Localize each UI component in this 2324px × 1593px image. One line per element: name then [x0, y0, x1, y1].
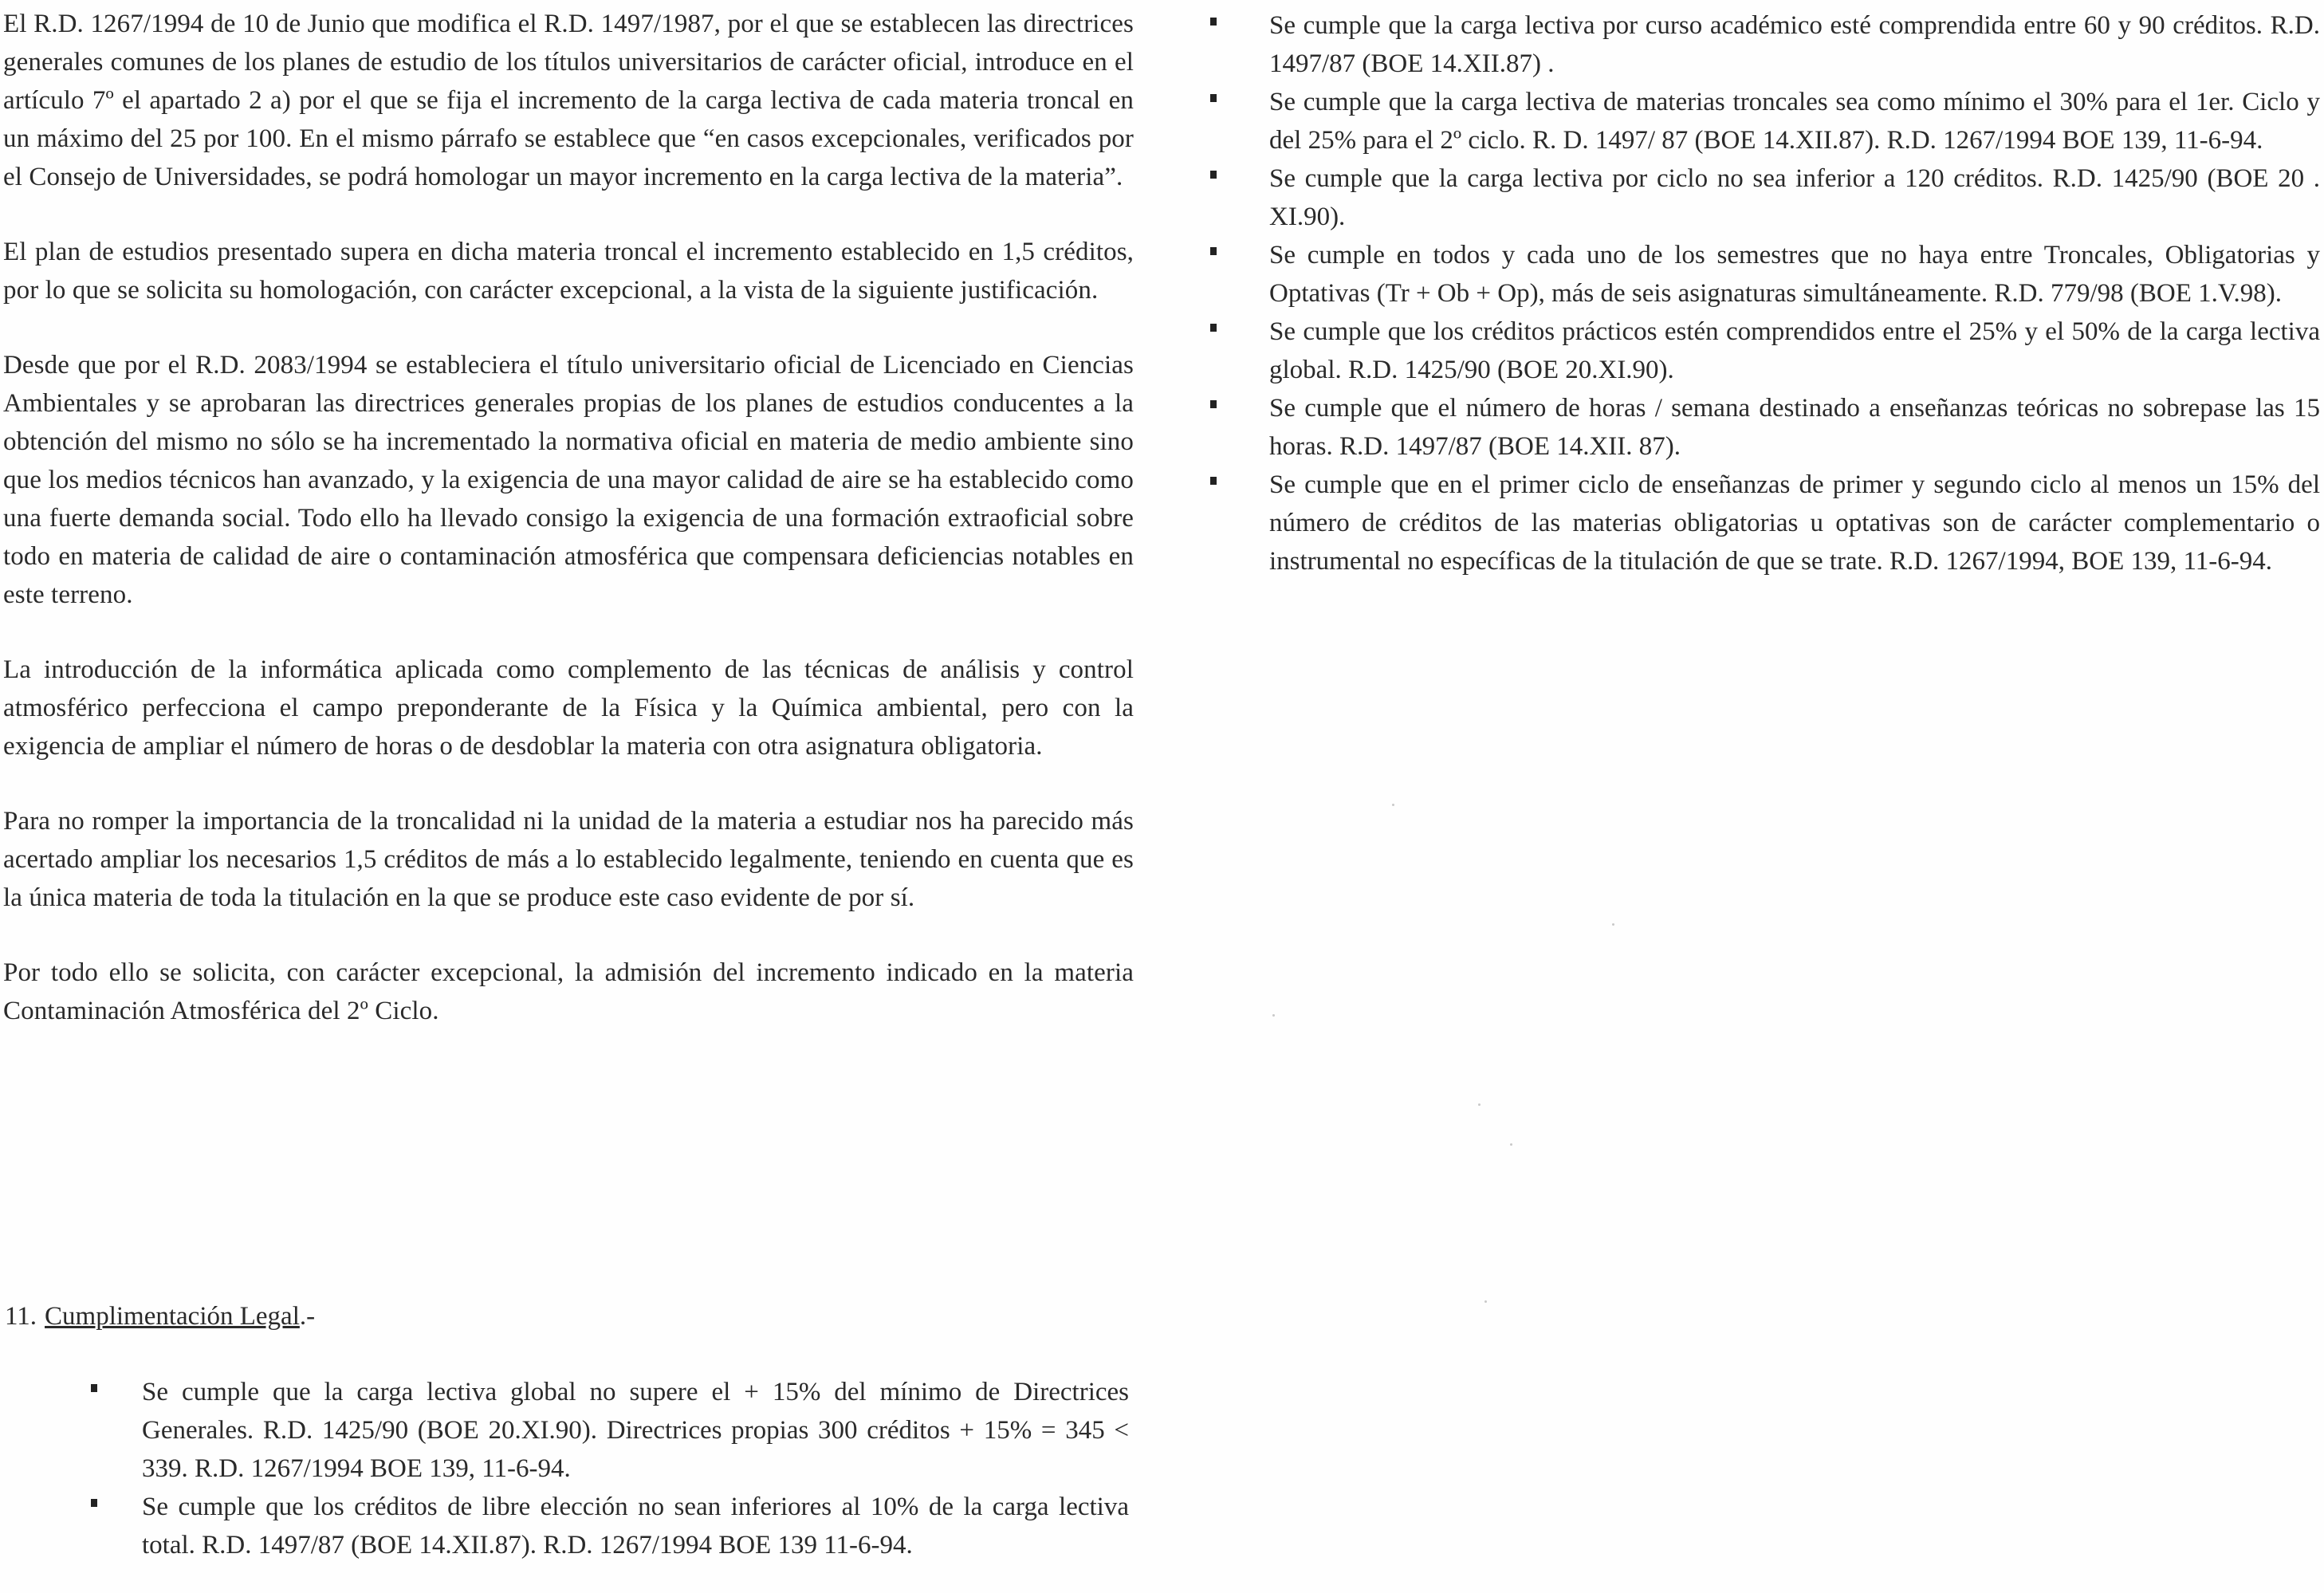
bullet-icon: [1210, 18, 1217, 26]
bullet-icon: [1210, 94, 1217, 102]
section-title: Cumplimentación Legal: [45, 1302, 300, 1331]
scan-speck: [1510, 1143, 1512, 1146]
section-heading-cumplimentacion: [5, 1297, 315, 1335]
list-item: [1269, 83, 2320, 159]
paragraph-rd-1267: El R.D. 1267/1994 de 10 de Junio que modifica el R.D. 1497/1987, por el que se establecen las directrices generales comunes de los planes de estudio de los títulos universitarios de carácter oficial, introduce en el artículo 7º el apartado 2 a) por el que se fija el incremento de la carga lectiva de cada materia troncal en un máximo del 25 por 100. En el mismo párrafo se establece que “en casos excepcionales, verificados por el Consejo de Universidades, se podrá homologar un mayor incremento en la carga lectiva de la materia”.: [3, 10, 1134, 191]
right-column: [1269, 6, 2320, 580]
paragraph-ciencias-ambientales: Desde que por el R.D. 2083/1994 se estableciera el título universitario oficial de Licenciado en Ciencias Ambientales y se aprobaran las directrices generales propias de los planes de estudios conducentes a la obtención del mismo no sólo se ha incrementado la normativa oficial en materia de medio ambiente sino que los medios técnicos han avanzado, y la exigencia de una mayor calidad de aire se ha establecido como una fuerte demanda social. Todo ello ha llevado consigo la exigencia de una formación extraoficial sobre todo en materia de calidad de aire o contaminación atmosférica que compensara deficiencias notables en este terreno.: [3, 351, 1134, 609]
paragraph-solicitud: Por todo ello se solicita, con carácter excepcional, la admisión del incremento indicado en la materia Contaminación Atmosférica del 2º Ciclo.: [3, 958, 1134, 1025]
list-item: [1269, 6, 2320, 83]
list-item-text: Se cumple que los créditos de libre elección no sean inferiores al 10% de la carga lectiva total. R.D. 1497/87 (BOE 14.XII.87). R.D. 1267/1994 BOE 139 11-6-94.: [142, 1493, 1129, 1560]
paragraph-informatica: La introducción de la informática aplicada como complemento de las técnicas de análisis y control atmosférico perfecciona el campo preponderante de la Física y la Química ambiental, pero con la exigencia de ampliar el número de horas o de desdoblar la materia con otra asignatura obligatoria.: [3, 655, 1134, 761]
list-item: [1269, 389, 2320, 466]
list-item: [1269, 313, 2320, 389]
bullet-icon: [1210, 477, 1217, 485]
left-bullet-list: [142, 1373, 1129, 1564]
paragraph-troncalidad: Para no romper la importancia de la troncalidad ni la unidad de la materia a estudiar nos ha parecido más acertado ampliar los necesarios 1,5 créditos de más a lo establecido legalmente, teniendo en cuenta que es la única materia de toda la titulación en la que se produce este caso evidente de por sí.: [3, 807, 1134, 912]
list-item-text: Se cumple que la carga lectiva por ciclo no sea inferior a 120 créditos. R.D. 1425/90 (BOE 20 . XI.90).: [1269, 164, 2320, 231]
bullet-icon: [91, 1384, 97, 1392]
left-column: [3, 5, 1134, 1030]
scan-speck: [1392, 804, 1394, 806]
right-bullet-list: [1269, 6, 2320, 580]
bullet-icon: [91, 1499, 97, 1507]
list-item: [142, 1488, 1129, 1564]
list-item: [1269, 236, 2320, 313]
list-item-text: Se cumple que la carga lectiva de materias troncales sea como mínimo el 30% para el 1er. Ciclo y del 25% para el 2º ciclo. R. D. 1497/ 87 (BOE 14.XII.87). R.D. 1267/1994 BOE 139, 11-6-94.: [1269, 88, 2320, 155]
bullet-icon: [1210, 324, 1217, 332]
list-item-text: Se cumple que la carga lectiva global no supere el + 15% del mínimo de Directrices Generales. R.D. 1425/90 (BOE 20.XI.90). Directrices propias 300 créditos + 15% = 345 < 339. R.D. 1267/1994 BOE 139, 11-6-94.: [142, 1378, 1129, 1483]
section-suffix: .-: [299, 1302, 316, 1331]
scan-speck: [1272, 1014, 1275, 1017]
section-number: 11.: [5, 1302, 37, 1331]
scan-speck: [1484, 1300, 1487, 1303]
bullet-icon: [1210, 247, 1217, 255]
list-item-text: Se cumple que en el primer ciclo de enseñanzas de primer y segundo ciclo al menos un 15% del número de créditos de las materias obligatorias u optativas son de carácter complementario o instrumental no específicas de la titulación de que se trate. R.D. 1267/1994, BOE 139, 11-6-94.: [1269, 470, 2320, 576]
scan-speck: [1478, 1103, 1481, 1106]
bullet-icon: [1210, 171, 1217, 179]
list-item-text: Se cumple que los créditos prácticos estén comprendidos entre el 25% y el 50% de la carga lectiva global. R.D. 1425/90 (BOE 20.XI.90).: [1269, 317, 2320, 384]
scan-speck: [1612, 923, 1614, 926]
list-item: [1269, 466, 2320, 580]
list-item-text: Se cumple que el número de horas / semana destinado a enseñanzas teóricas no sobrepase las 15 horas. R.D. 1497/87 (BOE 14.XII. 87).: [1269, 394, 2320, 461]
list-item-text: Se cumple que la carga lectiva por curso académico esté comprendida entre 60 y 90 créditos. R.D. 1497/87 (BOE 14.XII.87) .: [1269, 11, 2320, 78]
list-item-text: Se cumple en todos y cada uno de los semestres que no haya entre Troncales, Obligatorias y Optativas (Tr + Ob + Op), más de seis asignaturas simultáneamente. R.D. 779/98 (BOE 1.V.98).: [1269, 241, 2320, 308]
bullet-icon: [1210, 400, 1217, 408]
list-item: [1269, 159, 2320, 236]
paragraph-plan-estudios: El plan de estudios presentado supera en dicha materia troncal el incremento establecido en 1,5 créditos, por lo que se solicita su homologación, con carácter excepcional, a la vista de la siguiente justificación.: [3, 238, 1134, 305]
list-item: [142, 1373, 1129, 1488]
